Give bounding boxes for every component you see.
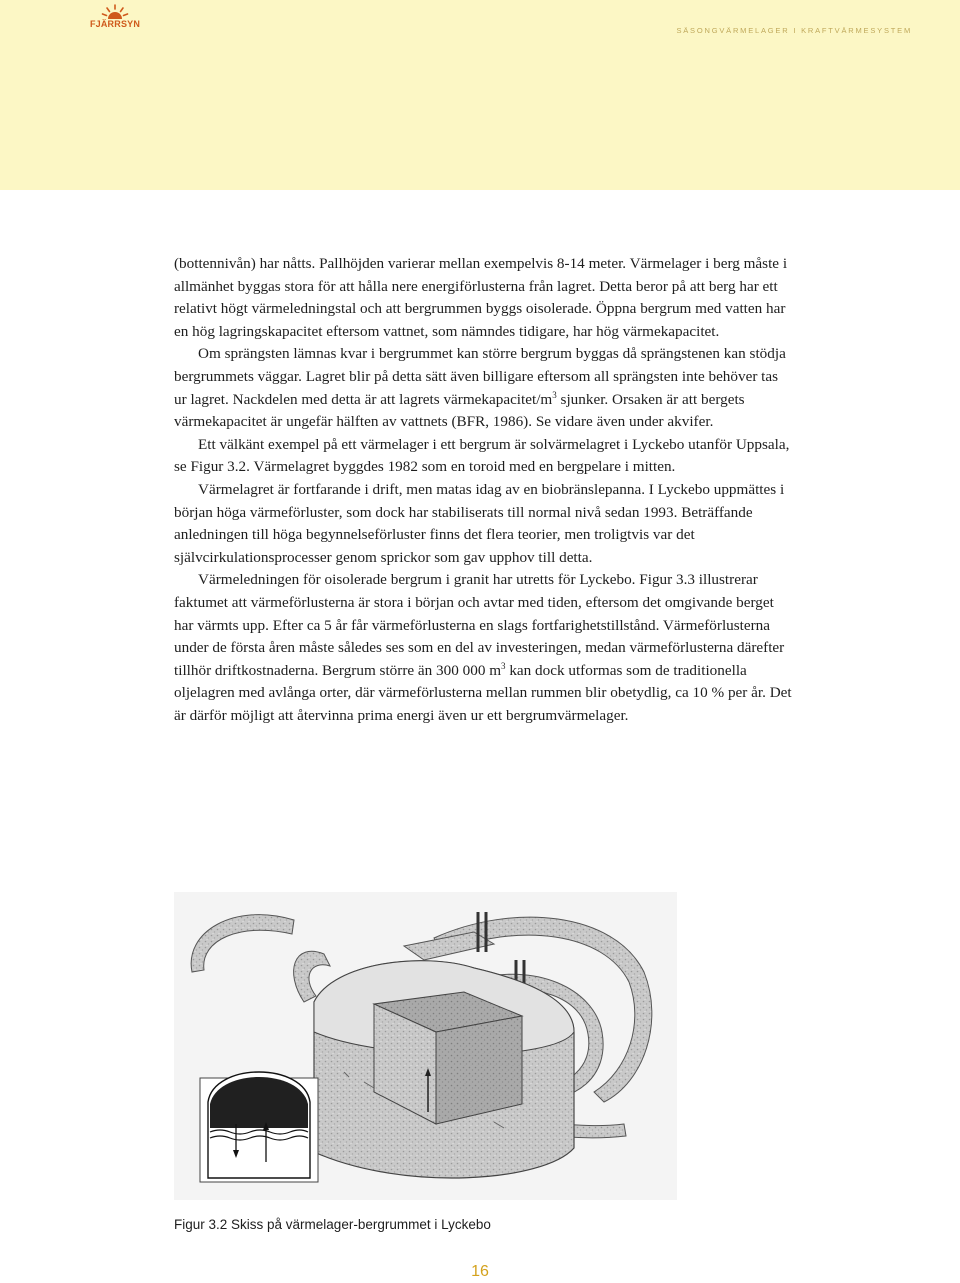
header-band bbox=[0, 0, 960, 190]
superscript: 3 bbox=[552, 389, 557, 400]
page-number: 16 bbox=[471, 1263, 489, 1280]
body-text bbox=[174, 253, 794, 727]
running-head: SÄSONGVÄRMELAGER I KRAFTVÄRMESYSTEM bbox=[676, 26, 912, 35]
paragraph-3: Ett välkänt exempel på ett värmelager i ett bergrum är solvärmelagret i Lyckebo utanför Uppsala, se Figur 3.2. Värmelagret byggdes 1982 som en toroid med en bergpelare i mitten. bbox=[174, 435, 790, 476]
superscript: 3 bbox=[501, 660, 506, 671]
paragraph-2-part-b: sjunker. Orsaken är att bergets värmekapacitet är ungefär hälften av vattnets (BFR, 1986). Se vidare även under akvifer. bbox=[174, 390, 745, 431]
figure-caption: Figur 3.2 Skiss på värmelager-bergrummet i Lyckebo bbox=[174, 1217, 491, 1232]
brand-logo bbox=[88, 4, 142, 34]
paragraph-2-part-a: Om sprängsten lämnas kvar i bergrummet kan större bergrum byggas då sprängstenen kan stödja bergrummets väggar. Lagret blir på detta sätt även billigare eftersom all sprängsten inte behöver tas ur lagret. Nackdelen med detta är att lagrets värmekapacitet/m bbox=[174, 345, 786, 408]
paragraph-5-part-a: Värmeledningen för oisolerade bergrum i granit har utretts för Lyckebo. Figur 3.3 illustrerar faktumet att värmeförlusterna är stora i början och avtar med tiden, eftersom det omgivande berget har värmts upp. Efter ca 5 år får värmeförlusterna en slags fortfarighetstillstånd. Värmeförlusterna under de första åren måste således ses som en del av investeringen, medan värmeförlusterna därefter tillhör driftkostnaderna. Bergrum större än 300 000 m bbox=[174, 571, 785, 679]
paragraph-1: (bottennivån) har nåtts. Pallhöjden varierar mellan exempelvis 8-14 meter. Värmelager i berg måste i allmänhet byggas stora för att hålla nere energiförlusterna från lagret. Detta beror på att berg har ett relativt högt värmeledningstal och att bergrummen byggs oisolerade. Öppna bergrum med vatten har en hög lagringskapacitet eftersom vattnet, som nämndes tidigare, har hög värmekapacitet. bbox=[174, 255, 788, 340]
brand-name: FJÄRRSYN bbox=[89, 19, 141, 29]
figure-3-2 bbox=[174, 892, 677, 1200]
paragraph-2 bbox=[174, 343, 794, 433]
paragraph-5-part-b: kan dock utformas som de traditionella oljelagren med avlånga orter, där värmeförlusterna mellan rummen blir obetydlig, ca 10 % per år. Det är därför möjligt att återvinna prima energi även ur ett bergrumvärmelager. bbox=[174, 661, 792, 724]
paragraph-4: Värmelagret är fortfarande i drift, men matas idag av en biobränslepanna. I Lyckebo uppmättes i början höga värmeförluster, som dock har stabiliserats till normal nivå sedan 1993. Beträffande anledningen till höga begynnelseförluster finns det flera teorier, men troligtvis var det självcirkulationsprocesser genom sprickor som gav upphov till detta. bbox=[174, 480, 785, 566]
paragraph-5 bbox=[174, 569, 794, 727]
sun-icon bbox=[100, 4, 130, 20]
rock-cavern-sketch bbox=[174, 892, 677, 1200]
